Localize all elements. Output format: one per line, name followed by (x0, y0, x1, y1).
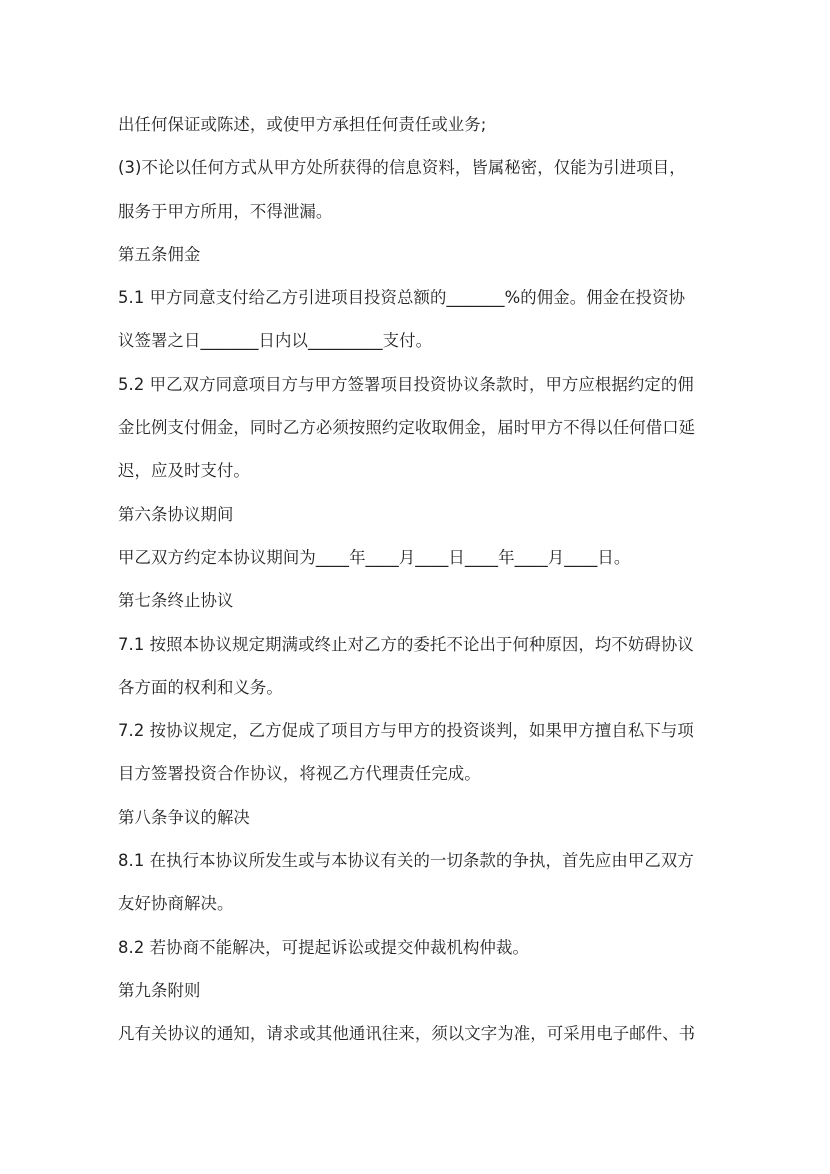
paragraph-line: 7.1 按照本协议规定期满或终止对乙方的委托不论出于何种原因，均不妨碍协议 (118, 634, 694, 654)
paragraph-line: 目方签署投资合作协议，将视乙方代理责任完成。 (118, 764, 481, 784)
paragraph-line: 甲乙双方约定本协议期间为____年____月____日____年____月____日。 (118, 547, 631, 567)
paragraph-line: 议签署之日_______日内以_________支付。 (118, 331, 433, 351)
section-heading: 第七条终止协议 (118, 591, 234, 611)
section-heading: 第八条争议的解决 (118, 807, 250, 827)
paragraph-line: 7.2 按协议规定，乙方促成了项目方与甲方的投资谈判，如果甲方擅自私下与项 (118, 721, 694, 741)
paragraph-line: 凡有关协议的通知，请求或其他通讯往来，须以文字为准，可采用电子邮件、书 (118, 1024, 696, 1044)
paragraph-line: 8.2 若协商不能解决，可提起诉讼或提交仲裁机构仲裁。 (118, 937, 529, 957)
paragraph-line: 各方面的权利和义务。 (118, 677, 283, 697)
paragraph-line: 8.1 在执行本协议所发生或与本协议有关的一切条款的争执，首先应由甲乙双方 (118, 851, 694, 871)
paragraph-line: (3)不论以任何方式从甲方处所获得的信息资料，皆属秘密，仅能为引进项目， (118, 158, 686, 178)
paragraph-line: 5.2 甲乙双方同意项目方与甲方签署项目投资协议条款时，甲方应根据约定的佣 (118, 374, 694, 394)
section-heading: 第五条佣金 (118, 244, 201, 264)
paragraph-line: 出任何保证或陈述，或使甲方承担任何责任或业务; (118, 115, 487, 134)
document-body (118, 110, 710, 1063)
section-heading: 第六条协议期间 (118, 504, 234, 524)
paragraph-line: 服务于甲方所用，不得泄漏。 (118, 201, 333, 221)
section-heading: 第九条附则 (118, 980, 201, 1000)
paragraph-line: 金比例支付佣金，同时乙方必须按照约定收取佣金，届时甲方不得以任何借口延 (118, 418, 696, 438)
paragraph-line: 友好协商解决。 (118, 894, 234, 914)
paragraph-line: 5.1 甲方同意支付给乙方引进项目投资总额的_______%的佣金。佣金在投资协 (118, 288, 686, 308)
paragraph-line: 迟，应及时支付。 (118, 461, 250, 481)
